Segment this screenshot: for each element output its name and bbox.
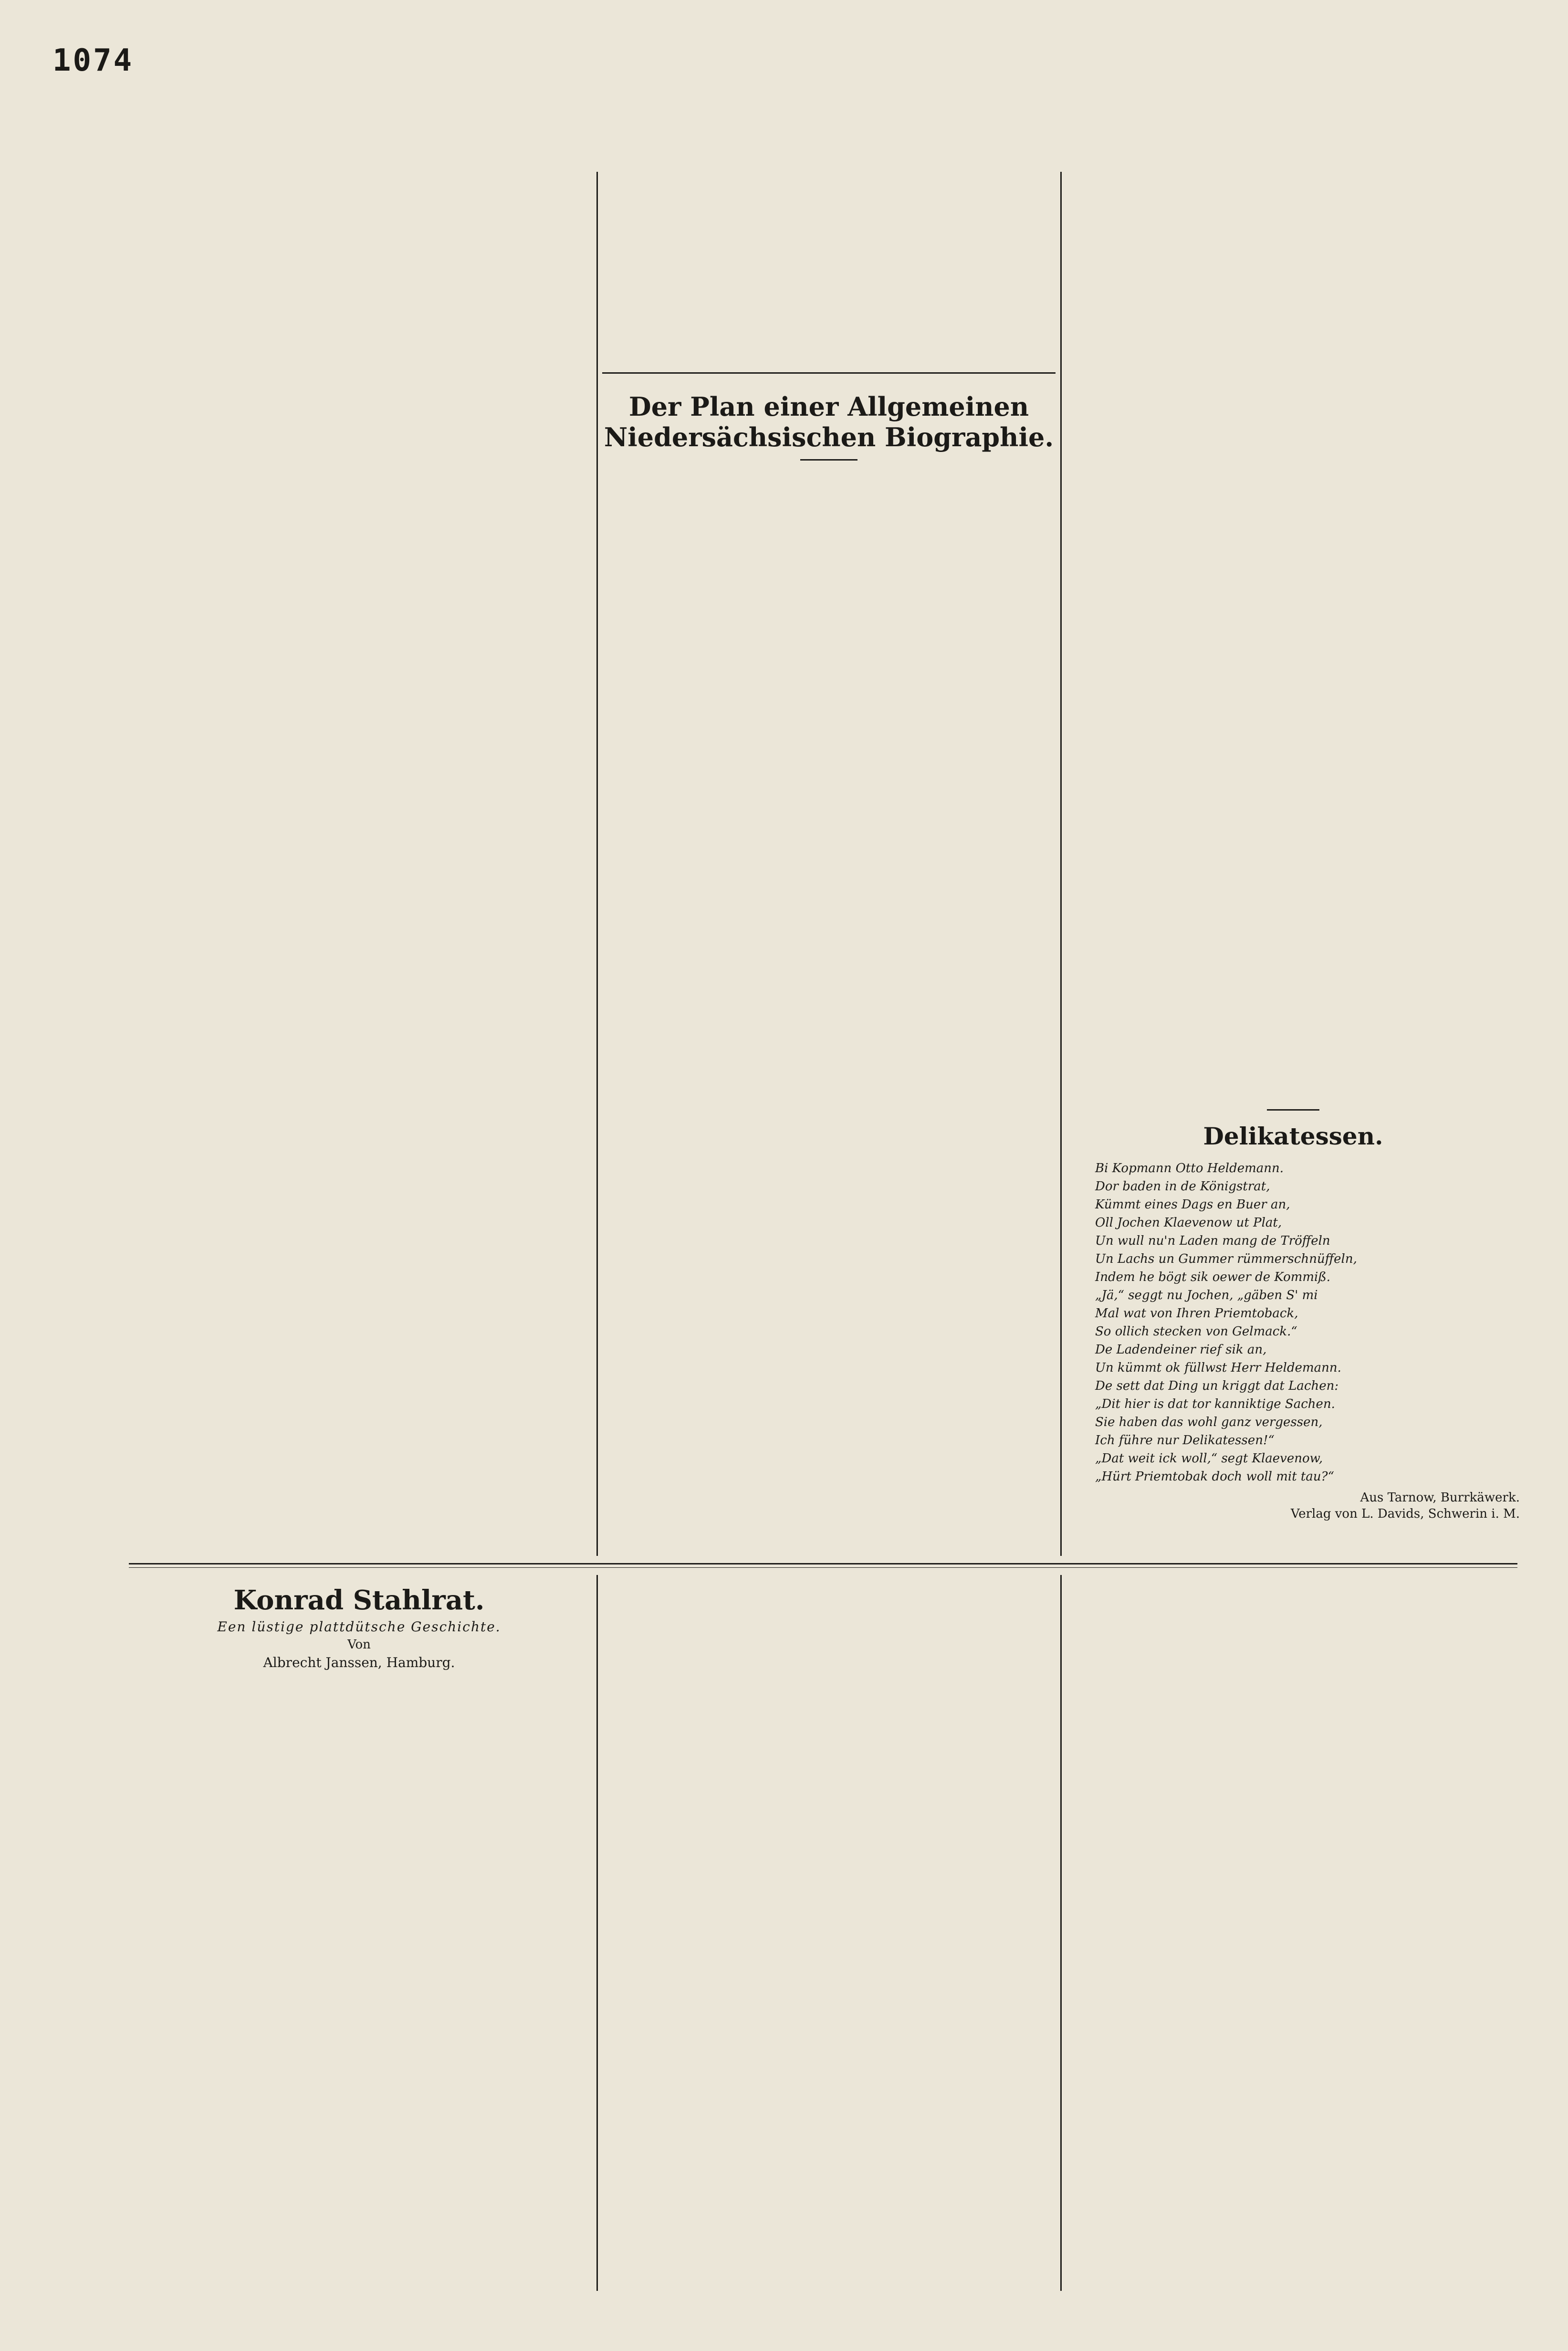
column-rule-top-1 (596, 172, 598, 1556)
konrad-stahlrat-by: Von (347, 1637, 371, 1652)
biographie-headline-line-2: Niedersächsischen Biographie. (604, 422, 1054, 452)
column-rule-top-2 (1060, 172, 1062, 1556)
poem-rule (1267, 1109, 1319, 1111)
biographie-column-3 (1066, 391, 1520, 398)
section-divider-thin (129, 1567, 1517, 1568)
section-divider (129, 1563, 1517, 1564)
column-rule-bottom-2 (1060, 1575, 1062, 2291)
poem-signature: Aus Tarnow, Burrkäwerk. (1360, 1490, 1520, 1505)
column-rule-bottom-1 (596, 1575, 598, 2291)
biographie-headline (602, 391, 1056, 452)
poem-line: Dor baden in de Königstrat, (1095, 1179, 1270, 1194)
biographie-article (602, 391, 1056, 469)
poem-line: Sie haben das wohl ganz vergessen, (1095, 1415, 1323, 1429)
poem-line: Indem he bögt sik oewer de Kommiß. (1095, 1270, 1330, 1284)
biographie-column-3-top (1066, 172, 1520, 178)
konrad-stahlrat-author: Albrecht Janssen, Hamburg. (263, 1655, 455, 1670)
page-number: 1074 (52, 43, 134, 78)
konrad-stahlrat-title: Konrad Stahlrat. (233, 1585, 485, 1616)
poem-line: Ich führe nur Delikatessen!“ (1095, 1433, 1275, 1448)
poem-line: Bi Kopmann Otto Heldemann. (1095, 1161, 1284, 1176)
poem-line: „Dit hier is dat tor kanniktige Sachen. (1095, 1397, 1335, 1411)
konrad-stahlrat-column-3 (1066, 1585, 1520, 1589)
poem-line: Oll Jochen Klaevenow ut Plat, (1095, 1216, 1282, 1230)
poem-line: „Dat weit ick woll,“ segt Klaevenow, (1095, 1451, 1323, 1466)
poem-publisher: Verlag von L. Davids, Schwerin i. M. (1290, 1507, 1520, 1521)
delikatessen-poem (1066, 1098, 1520, 1521)
poem-line: Mal wat von Ihren Priemtoback, (1095, 1306, 1298, 1321)
poem-line: Un kümmt ok füllwst Herr Heldemann. (1095, 1361, 1341, 1375)
poem-line: Un wull nu'n Laden mang de Tröffeln (1095, 1234, 1330, 1248)
poem-body (1066, 1159, 1520, 1486)
konrad-stahlrat-column-2 (602, 1585, 1056, 1589)
poem-line: „Hürt Priemtobak doch woll mit tau?“ (1095, 1469, 1334, 1484)
headline-rule (800, 459, 857, 461)
top-story-column-2 (602, 172, 1056, 178)
poem-line: De Ladendeiner rief sik an, (1095, 1343, 1267, 1357)
column-2-top-rule (602, 372, 1056, 374)
poem-line: De sett dat Ding un kriggt dat Lachen: (1095, 1379, 1339, 1393)
biographie-headline-line-1: Der Plan einer Allgemeinen (628, 391, 1029, 422)
top-story-column-1 (129, 172, 589, 178)
poem-line: So ollich stecken von Gelmack.“ (1095, 1324, 1297, 1339)
poem-line: Kümmt eines Dags en Buer an, (1095, 1197, 1290, 1212)
delikatessen-title: Delikatessen. (1203, 1122, 1383, 1150)
konrad-stahlrat-subtitle: Een lüstige plattdütsche Geschichte. (217, 1619, 501, 1635)
poem-line: „Jä,“ seggt nu Jochen, „gäben S' mi (1095, 1288, 1318, 1302)
konrad-stahlrat-column-1 (129, 1585, 589, 1679)
poem-line: Un Lachs un Gummer rümmerschnüffeln, (1095, 1252, 1357, 1266)
